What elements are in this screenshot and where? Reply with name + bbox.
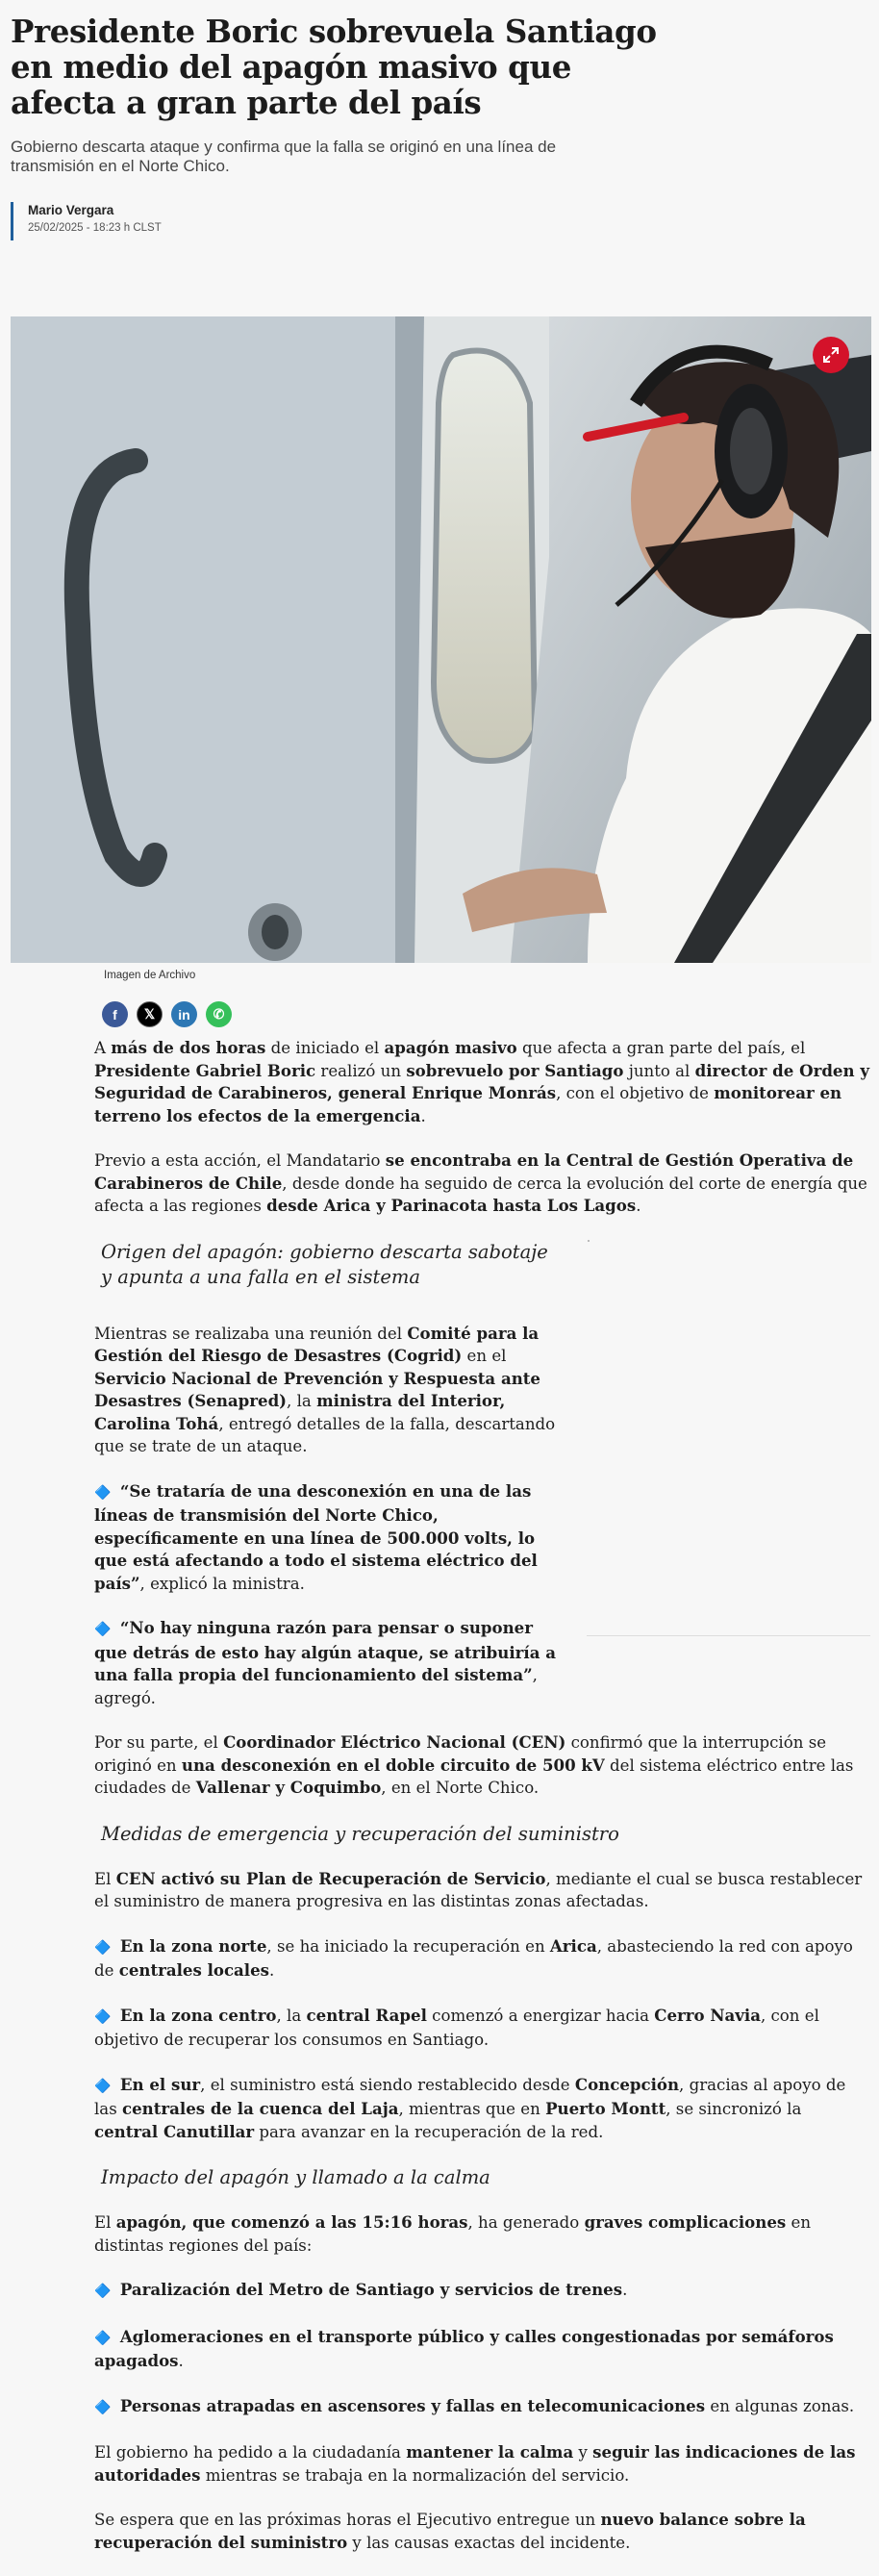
list-item — [94, 2074, 869, 2144]
bold-text: Coordinador Eléctrico Nacional (CEN) — [223, 1732, 566, 1752]
bold-text: más de dos horas — [111, 1038, 266, 1057]
section-heading: Origen del apagón: gobierno descarta sabotaje y apunta a una falla en el sistema — [101, 1240, 548, 1288]
bold-text: Aglomeraciones en el transporte público y calles congestionadas por semáforos apagados — [94, 2326, 834, 2370]
bold-text: se encontraba en la Central de Gestión Operativa de Carabineros de Chile — [94, 1150, 854, 1193]
bold-text: Presidente Gabriel Boric — [94, 1060, 316, 1080]
publish-date: 25/02/2025 - 18:23 h CLST — [28, 222, 162, 234]
text: en el — [462, 1347, 507, 1365]
bold-text: Arica — [549, 1935, 597, 1956]
diamond-bullet-icon: 🔷 — [94, 2330, 115, 2346]
bold-text: “No hay ninguna razón para pensar o suponer que detrás de esto hay algún ataque, se atribuiría a una falla propia del funcionamiento del sistema” — [94, 1618, 556, 1684]
text: de iniciado el — [265, 1039, 385, 1057]
text: . — [269, 1961, 275, 1980]
bold-text: centrales de la cuenca del Laja — [122, 2099, 399, 2118]
text: . — [178, 2352, 184, 2370]
expand-image-button[interactable] — [813, 337, 849, 373]
bold-text: central Rapel — [306, 2005, 427, 2025]
bold-text: centrales locales — [118, 1960, 270, 1980]
bold-text: monitorear en terreno los efectos de la emergencia — [94, 1083, 842, 1125]
quote-bullet — [94, 1617, 556, 1709]
list-item — [94, 2005, 869, 2052]
text: realizó un — [315, 1061, 407, 1080]
x-icon[interactable]: 𝕏 — [137, 1001, 163, 1027]
facebook-icon[interactable]: f — [102, 1001, 128, 1027]
text: , explicó la ministra. — [139, 1574, 305, 1593]
paragraph — [94, 1323, 556, 1458]
text: y — [573, 2443, 593, 2462]
helicopter-photo-illustration — [11, 316, 871, 963]
diamond-bullet-icon: 🔷 — [94, 1622, 115, 1637]
bold-text: una desconexión en el doble circuito de 500 kV — [181, 1755, 605, 1775]
text: , con el objetivo de recuperar los consumos en Santiago. — [94, 2006, 819, 2049]
list-item — [94, 2326, 869, 2373]
article-subtitle: Gobierno descarta ataque y confirma que la falla se originó en una línea de transmisión en el Norte Chico. — [11, 138, 557, 175]
bold-text: nuevo balance sobre la recuperación del suministro — [94, 2510, 806, 2552]
bold-text: Puerto Montt — [545, 2099, 666, 2118]
text: . — [622, 2281, 628, 2299]
text: Por su parte, el — [94, 1733, 224, 1752]
whatsapp-icon[interactable]: ✆ — [206, 1001, 232, 1027]
text: , se ha iniciado la recuperación en — [266, 1936, 550, 1956]
bold-text: apagón, que comenzó a las 15:16 horas — [115, 2212, 468, 2232]
text: , abasteciendo la red con apoyo de — [94, 1936, 853, 1980]
text: junto al — [623, 1061, 695, 1080]
text: del sistema eléctrico entre las ciudades de — [94, 1755, 854, 1797]
text: comenzó a energizar hacia — [426, 2006, 655, 2025]
text: , se sincronizó la — [666, 2100, 802, 2118]
bold-text: En la zona norte — [119, 1935, 267, 1956]
bold-text: Concepción — [574, 2074, 680, 2094]
text: , desde donde ha seguido de cerca la evolución del corte de energía que afecta a las regiones — [94, 1174, 867, 1215]
bold-text: En la zona centro — [119, 2005, 277, 2025]
previous-section-cut — [0, 0, 879, 8]
text: que afecta a gran parte del país, el — [516, 1039, 806, 1057]
article-body — [94, 1037, 869, 2576]
text: A — [94, 1039, 112, 1057]
article-photo[interactable] — [11, 316, 871, 963]
bold-text: graves complicaciones — [584, 2212, 787, 2232]
paragraph — [94, 1149, 869, 1218]
text: , la — [276, 2006, 307, 2025]
bold-text: director de Orden y Seguridad de Carabineros, general Enrique Monrás — [94, 1060, 869, 1102]
text: , el suministro está siendo restablecido desde — [200, 2075, 575, 2094]
diamond-bullet-icon: 🔷 — [94, 2284, 115, 2299]
bold-text: Vallenar y Coquimbo — [195, 1778, 382, 1797]
paragraph — [94, 1731, 869, 1800]
text: , la — [287, 1392, 317, 1410]
section-heading: Medidas de emergencia y recuperación del suministro — [101, 1822, 619, 1845]
text: , ha generado — [467, 2213, 585, 2232]
bold-text: sobrevuelo por Santiago — [406, 1060, 624, 1080]
bold-text: apagón masivo — [384, 1038, 517, 1057]
text: Previo a esta acción, el Mandatario — [94, 1151, 386, 1170]
list-item — [94, 2279, 869, 2304]
image-caption: Imagen de Archivo — [104, 970, 196, 981]
paragraph — [94, 1037, 869, 1127]
bold-text: Cerro Navia — [654, 2005, 761, 2025]
text: , entregó detalles de la falla, descartando que se trate de un ataque. — [94, 1414, 556, 1455]
bold-text: central Canutillar — [94, 2121, 255, 2141]
text: en distintas regiones del país: — [94, 2213, 812, 2255]
bold-text: desde Arica y Parinacota hasta Los Lagos — [266, 1196, 637, 1215]
text: El — [94, 2213, 116, 2232]
text: mientras se trabaja en la normalización del servicio. — [200, 2465, 630, 2485]
text: , gracias al apoyo de las — [94, 2075, 846, 2118]
bold-text: “Se trataría de una desconexión en una de las líneas de transmisión del Norte Chico, específicamente en una línea de 500.000 volts, lo que está afectando a todo el sistema eléctrico del país” — [94, 1480, 538, 1593]
bold-text: seguir las indicaciones de las autoridades — [94, 2442, 856, 2485]
diamond-bullet-icon: 🔷 — [94, 2399, 115, 2415]
diamond-bullet-icon: 🔷 — [94, 1484, 115, 1501]
diamond-bullet-icon: 🔷 — [94, 2008, 115, 2025]
diamond-bullet-icon: 🔷 — [94, 2078, 115, 2094]
text: . — [420, 1106, 426, 1125]
quote-bullet — [94, 1480, 556, 1596]
list-item — [94, 2395, 869, 2420]
bold-text: Servicio Nacional de Prevención y Respuesta ante Desastres (Senapred) — [94, 1368, 540, 1410]
article-headline: Presidente Boric sobrevuela Santiago en medio del apagón masivo que afecta a gran parte del país — [11, 13, 657, 121]
text: El — [94, 1869, 116, 1888]
text: , en el Norte Chico. — [381, 1779, 540, 1797]
bold-text: Comité para la Gestión del Riesgo de Desastres (Cogrid) — [94, 1323, 540, 1365]
share-bar — [102, 1001, 232, 1027]
byline — [11, 202, 299, 240]
text: , con el objetivo de — [556, 1084, 715, 1102]
linkedin-icon[interactable]: in — [171, 1001, 197, 1027]
text: , mientras que en — [398, 2100, 546, 2118]
text: Mientras se realizaba una reunión del — [94, 1324, 408, 1343]
text: y las causas exactas del incidente. — [347, 2533, 631, 2552]
bold-text: mantener la calma — [406, 2442, 574, 2462]
paragraph — [94, 1868, 869, 1913]
text: Se espera que en las próximas horas el Ejecutivo entregue un — [94, 2511, 601, 2529]
text: para avanzar en la recuperación de la red. — [254, 2122, 604, 2141]
paragraph — [94, 2211, 869, 2257]
text: , agregó. — [94, 1666, 538, 1707]
paragraph — [94, 2441, 869, 2487]
bold-text: Personas atrapadas en ascensores y fallas en telecomunicaciones — [119, 2395, 706, 2415]
paragraph — [94, 2509, 869, 2554]
text: . — [636, 1197, 641, 1215]
diamond-bullet-icon: 🔷 — [94, 1939, 115, 1956]
list-item — [94, 1935, 869, 1983]
bold-text: ministra del Interior, Carolina Tohá — [94, 1391, 506, 1433]
author-name[interactable]: Mario Vergara — [28, 203, 114, 217]
text: confirmó que la interrupción se originó en — [94, 1733, 827, 1775]
expand-icon — [822, 346, 840, 364]
bold-text: En el sur — [119, 2074, 201, 2094]
bold-text: CEN activó su Plan de Recuperación de Servicio — [115, 1868, 546, 1888]
bold-text: Paralización del Metro de Santiago y servicios de trenes — [119, 2280, 623, 2299]
text: El gobierno ha pedido a la ciudadanía — [94, 2443, 407, 2462]
text: , mediante el cual se busca restablecer el suministro de manera progresiva en las distintas zonas afectadas. — [94, 1869, 863, 1910]
section-heading: Impacto del apagón y llamado a la calma — [101, 2166, 490, 2188]
text: en algunas zonas. — [705, 2396, 855, 2415]
